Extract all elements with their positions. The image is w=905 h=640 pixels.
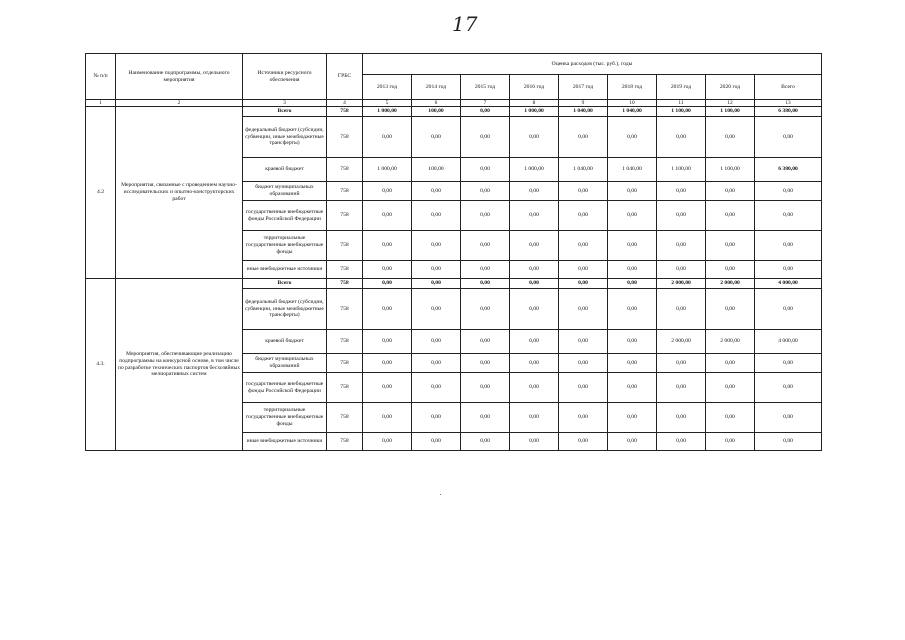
value-cell: 0,00: [412, 373, 461, 403]
value-cell: 0,00: [608, 373, 657, 403]
value-cell: 0,00: [510, 354, 559, 373]
grbs-code: 758: [327, 373, 363, 403]
value-cell: 0,00: [363, 117, 412, 158]
value-cell: 0,00: [461, 158, 510, 182]
value-cell: 0,00: [412, 433, 461, 451]
value-cell: 0,00: [412, 354, 461, 373]
value-cell: 0,00: [608, 201, 657, 231]
value-cell: 0,00: [412, 279, 461, 289]
grbs-code: 758: [327, 279, 363, 289]
column-index: 6: [412, 100, 461, 107]
value-cell: 0,00: [461, 201, 510, 231]
value-cell: 0,00: [608, 330, 657, 354]
value-cell: 2 000,00: [657, 330, 706, 354]
grbs-code: 758: [327, 261, 363, 279]
value-cell: 0,00: [559, 330, 608, 354]
value-cell: 1 040,00: [608, 158, 657, 182]
value-cell: 0,00: [363, 403, 412, 433]
funding-source: государственные внебюджетные фонды Российской Федерации: [243, 201, 327, 231]
page-number: 17: [452, 12, 478, 36]
value-total: 0,00: [755, 261, 822, 279]
value-cell: 0,00: [363, 231, 412, 261]
value-cell: 0,00: [510, 373, 559, 403]
value-cell: 1 000,00: [510, 107, 559, 117]
value-cell: 0,00: [706, 201, 755, 231]
value-cell: 1 040,00: [559, 107, 608, 117]
header-year: 2013 год: [363, 75, 412, 100]
value-cell: 0,00: [412, 201, 461, 231]
value-cell: 0,00: [412, 231, 461, 261]
value-cell: 0,00: [608, 117, 657, 158]
value-total: 6 380,00: [755, 158, 822, 182]
value-cell: 1 000,00: [510, 158, 559, 182]
item-number: 4.2: [86, 107, 116, 279]
grbs-code: 758: [327, 354, 363, 373]
value-total: 6 380,00: [755, 107, 822, 117]
funding-source: федеральный бюджет (субсидии, субвенции, иные межбюджетные трансферты): [243, 117, 327, 158]
item-name: Мероприятия, обеспечивающие реализацию подпрограммы на конкурсной основе, в том числе по разработке технических паспортов бесхозяйных мелиоративных систем: [116, 279, 243, 451]
scan-speck: [440, 494, 441, 495]
funding-source: краевой бюджет: [243, 330, 327, 354]
value-cell: 0,00: [461, 330, 510, 354]
value-cell: 0,00: [363, 289, 412, 330]
value-total: 0,00: [755, 231, 822, 261]
value-total: 0,00: [755, 354, 822, 373]
funding-source: государственные внебюджетные фонды Российской Федерации: [243, 373, 327, 403]
value-cell: 0,00: [657, 433, 706, 451]
value-cell: 0,00: [363, 330, 412, 354]
header-grbs: ГРБС: [327, 54, 363, 100]
value-cell: 0,00: [510, 261, 559, 279]
value-cell: 0,00: [559, 182, 608, 201]
column-index: 1: [86, 100, 116, 107]
value-cell: 0,00: [510, 433, 559, 451]
value-cell: 0,00: [363, 354, 412, 373]
value-cell: 0,00: [559, 433, 608, 451]
value-cell: 1 100,00: [657, 107, 706, 117]
value-cell: 0,00: [461, 373, 510, 403]
value-cell: 0,00: [657, 289, 706, 330]
value-cell: 0,00: [461, 117, 510, 158]
value-cell: 2 000,00: [657, 279, 706, 289]
grbs-code: 758: [327, 117, 363, 158]
value-cell: 0,00: [657, 201, 706, 231]
value-cell: 0,00: [608, 279, 657, 289]
value-cell: 0,00: [363, 279, 412, 289]
value-cell: 0,00: [559, 289, 608, 330]
value-cell: 0,00: [510, 117, 559, 158]
value-cell: 0,00: [559, 261, 608, 279]
value-cell: 0,00: [657, 373, 706, 403]
funding-source: территориальные государственные внебюджетные фонды: [243, 403, 327, 433]
funding-source: иные внебюджетные источники: [243, 433, 327, 451]
value-cell: 0,00: [461, 354, 510, 373]
header-year: 2017 год: [559, 75, 608, 100]
column-index: 2: [116, 100, 243, 107]
value-cell: 0,00: [559, 403, 608, 433]
column-index: 3: [243, 100, 327, 107]
funding-source: бюджет муниципальных образований: [243, 354, 327, 373]
column-index: 4: [327, 100, 363, 107]
value-cell: 0,00: [657, 261, 706, 279]
value-total: 0,00: [755, 373, 822, 403]
value-cell: 0,00: [706, 117, 755, 158]
header-name: Наименование подпрограммы, отдельного мероприятия: [116, 54, 243, 100]
header-num: № п/п: [86, 54, 116, 100]
value-cell: 2 000,00: [706, 279, 755, 289]
column-index: 5: [363, 100, 412, 107]
column-index: 11: [657, 100, 706, 107]
grbs-code: 758: [327, 289, 363, 330]
value-cell: 0,00: [461, 433, 510, 451]
value-cell: 1 040,00: [608, 107, 657, 117]
value-cell: 1 000,00: [363, 107, 412, 117]
header-estimate: Оценка расходов (тыс. руб.), годы: [363, 54, 822, 75]
grbs-code: 758: [327, 158, 363, 182]
value-total: 0,00: [755, 403, 822, 433]
value-cell: 1 040,00: [559, 158, 608, 182]
column-index: 13: [755, 100, 822, 107]
value-total: 0,00: [755, 201, 822, 231]
value-total: 0,00: [755, 433, 822, 451]
value-cell: 0,00: [412, 261, 461, 279]
column-index: 9: [559, 100, 608, 107]
value-cell: 0,00: [412, 182, 461, 201]
value-cell: 0,00: [559, 354, 608, 373]
grbs-code: 758: [327, 182, 363, 201]
value-cell: 0,00: [510, 279, 559, 289]
value-cell: 1 100,00: [706, 107, 755, 117]
value-cell: 0,00: [706, 433, 755, 451]
funding-source: краевой бюджет: [243, 158, 327, 182]
header-year: 2019 год: [657, 75, 706, 100]
value-cell: 0,00: [363, 373, 412, 403]
grbs-code: 758: [327, 231, 363, 261]
column-index-row: [86, 100, 822, 107]
value-cell: 0,00: [608, 354, 657, 373]
value-cell: 2 000,00: [706, 330, 755, 354]
value-cell: 0,00: [461, 289, 510, 330]
grbs-code: 758: [327, 433, 363, 451]
value-total: 0,00: [755, 182, 822, 201]
value-cell: 0,00: [510, 289, 559, 330]
funding-source: бюджет муниципальных образований: [243, 182, 327, 201]
column-index: 10: [608, 100, 657, 107]
value-cell: 0,00: [657, 231, 706, 261]
value-cell: 0,00: [510, 201, 559, 231]
value-cell: 0,00: [706, 354, 755, 373]
value-cell: 0,00: [657, 117, 706, 158]
value-cell: 1 100,00: [657, 158, 706, 182]
header-year: 2020 год: [706, 75, 755, 100]
value-cell: 100,00: [412, 107, 461, 117]
value-total: 4 000,00: [755, 279, 822, 289]
value-cell: 0,00: [706, 182, 755, 201]
value-cell: 0,00: [412, 330, 461, 354]
value-cell: 0,00: [412, 117, 461, 158]
value-cell: 0,00: [461, 403, 510, 433]
value-cell: 0,00: [657, 354, 706, 373]
value-cell: 0,00: [363, 433, 412, 451]
grbs-code: 758: [327, 201, 363, 231]
value-cell: 0,00: [510, 403, 559, 433]
column-index: 7: [461, 100, 510, 107]
header-year: 2015 год: [461, 75, 510, 100]
value-total: 0,00: [755, 289, 822, 330]
budget-table: [85, 53, 822, 451]
value-cell: 1 100,00: [706, 158, 755, 182]
value-cell: 0,00: [706, 231, 755, 261]
value-cell: 0,00: [608, 403, 657, 433]
funding-source: Всего: [243, 279, 327, 289]
funding-source: федеральный бюджет (субсидии, субвенции, иные межбюджетные трансферты): [243, 289, 327, 330]
value-cell: 0,00: [608, 433, 657, 451]
funding-source: иные внебюджетные источники: [243, 261, 327, 279]
value-cell: 0,00: [363, 261, 412, 279]
value-cell: 0,00: [657, 182, 706, 201]
item-name: Мероприятия, связанные с проведением научно-исследовательских и опытно-конструкторских работ: [116, 107, 243, 279]
grbs-code: 758: [327, 330, 363, 354]
value-cell: 0,00: [608, 231, 657, 261]
value-cell: 0,00: [706, 403, 755, 433]
value-cell: 0,00: [363, 182, 412, 201]
value-cell: 0,00: [608, 261, 657, 279]
value-cell: 0,00: [706, 373, 755, 403]
table-row-total: [86, 279, 822, 289]
value-cell: 0,00: [559, 201, 608, 231]
value-cell: 0,00: [363, 201, 412, 231]
value-cell: 0,00: [559, 117, 608, 158]
header-source: Источники ресурсного обеспечения: [243, 54, 327, 100]
value-cell: 0,00: [461, 107, 510, 117]
item-number: 4.3.: [86, 279, 116, 451]
value-cell: 0,00: [559, 279, 608, 289]
value-cell: 0,00: [461, 279, 510, 289]
value-cell: 0,00: [412, 403, 461, 433]
value-cell: 0,00: [706, 261, 755, 279]
value-cell: 0,00: [461, 182, 510, 201]
grbs-code: 758: [327, 403, 363, 433]
value-cell: 100,00: [412, 158, 461, 182]
funding-source: территориальные государственные внебюджетные фонды: [243, 231, 327, 261]
header-year: 2018 год: [608, 75, 657, 100]
value-cell: 0,00: [608, 289, 657, 330]
grbs-code: 758: [327, 107, 363, 117]
value-cell: 0,00: [559, 231, 608, 261]
value-total: 4 000,00: [755, 330, 822, 354]
value-cell: 0,00: [608, 182, 657, 201]
column-index: 8: [510, 100, 559, 107]
value-cell: 0,00: [412, 289, 461, 330]
value-cell: 0,00: [461, 261, 510, 279]
header-year: 2014 год: [412, 75, 461, 100]
funding-source: Всего: [243, 107, 327, 117]
column-index: 12: [706, 100, 755, 107]
header-year-total: Всего: [755, 75, 822, 100]
value-cell: 0,00: [706, 289, 755, 330]
value-cell: 0,00: [510, 231, 559, 261]
table-row-total: [86, 107, 822, 117]
value-cell: 0,00: [559, 373, 608, 403]
value-cell: 0,00: [510, 182, 559, 201]
value-cell: 0,00: [510, 330, 559, 354]
value-total: 0,00: [755, 117, 822, 158]
value-cell: 0,00: [657, 403, 706, 433]
value-cell: 0,00: [461, 231, 510, 261]
header-year: 2016 год: [510, 75, 559, 100]
value-cell: 1 000,00: [363, 158, 412, 182]
